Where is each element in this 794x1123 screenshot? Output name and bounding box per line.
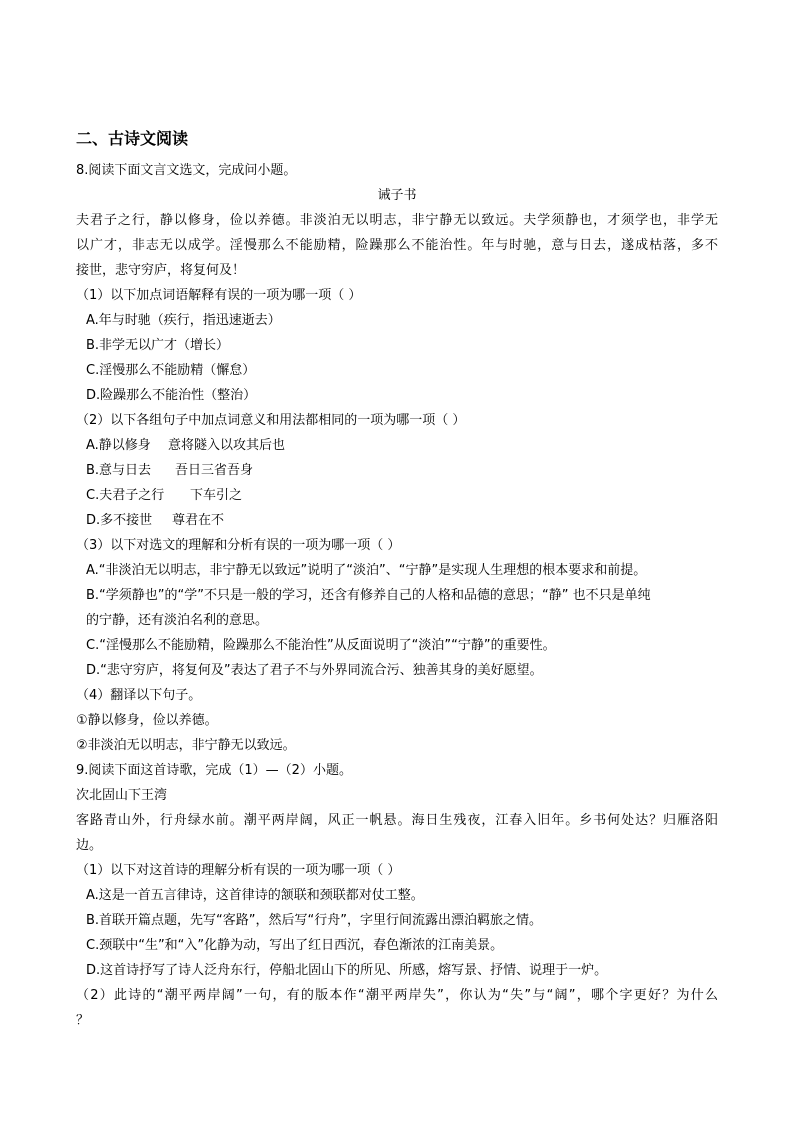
q9-poem-line-2: 边。 <box>76 838 103 853</box>
q8-sub2-option-c-left: C.夫君子之行 <box>86 488 165 503</box>
q9-sub2-stem-line-1: （2）此诗的“潮平两岸阔”一句，有的版本作“潮平两岸失”，你认为“失”与“阔”，哪个字更好？为什么 <box>76 988 718 1003</box>
q9-sub1-option-b: B.首联开篇点题，先写“客路”，然后写“行舟”，字里行间流露出漂泊羁旅之情。 <box>86 913 542 928</box>
q8-sub2-option-a-left: A.静以修身 <box>86 438 151 453</box>
q8-sub2-stem: （2）以下各组句子中加点词意义和用法都相同的一项为哪一项（ ） <box>76 413 466 428</box>
q8-sub2-option-b-right: 吾日三省吾身 <box>175 463 254 478</box>
q8-sub3-option-a: A.“非淡泊无以明志，非宁静无以致远”说明了“淡泊”、“宁静”是实现人生理想的根本要求和前提。 <box>86 563 647 578</box>
q8-sub3-stem: （3）以下对选文的理解和分析有误的一项为哪一项（ ） <box>76 538 401 553</box>
q8-sub3-option-c: C.“淫慢那么不能励精，险躁那么不能治性”从反面说明了“淡泊”“宁静”的重要性。 <box>86 638 556 653</box>
q8-passage-line-3: 接世，悲守穷庐，将复何及！ <box>76 263 246 278</box>
q9-poem-line-1: 客路青山外，行舟绿水前。潮平两岸阔，风正一帆悬。海日生残夜，江春入旧年。乡书何处达？归雁洛阳 <box>76 813 718 828</box>
q8-sub4-stem: （4）翻译以下句子。 <box>76 688 202 703</box>
q8-sub2-option-b-left: B.意与日去 <box>86 463 152 478</box>
q9-sub2-stem-line-2: ？ <box>76 1013 90 1028</box>
q9-sub1-stem: （1）以下对这首诗的理解分析有误的一项为哪一项（ ） <box>76 863 401 878</box>
q8-sub1-option-d: D.险躁那么不能治性（整治） <box>86 388 257 403</box>
q8-sub1-stem: （1）以下加点词语解释有误的一项为哪一项（ ） <box>76 288 362 303</box>
q8-passage-title: 诫子书 <box>377 188 417 203</box>
q8-sub1-option-a: A.年与时驰（疾行，指迅速逝去） <box>86 313 281 328</box>
q8-passage-line-2: 以广才，非志无以成学。淫慢那么不能励精，险躁那么不能治性。年与时驰，意与日去，遂成枯落，多不 <box>76 238 718 253</box>
section-heading: 二、古诗文阅读 <box>76 129 189 148</box>
q8-sub4-item-2: ②非淡泊无以明志，非宁静无以致远。 <box>76 738 296 753</box>
q8-sub1-option-b: B.非学无以广才（增长） <box>86 338 230 353</box>
q8-passage-line-1: 夫君子之行，静以修身，俭以养德。非淡泊无以明志，非宁静无以致远。夫学须静也，才须学也，非学无 <box>76 213 718 228</box>
q8-intro: 8.阅读下面文言文选文，完成问小题。 <box>76 163 297 178</box>
q8-sub3-option-b: B.“学须静也”的“学”不只是一般的学习，还含有修养自己的人格和品德的意思；“静” 也不只是单纯 <box>86 588 651 603</box>
q8-sub2-option-d-left: D.多不接世 <box>86 513 153 528</box>
q8-sub2-option-c-right: 下车引之 <box>190 488 243 503</box>
q9-sub1-option-d: D.这首诗抒写了诗人泛舟东行，停船北固山下的所见、所感，熔写景、抒情、说理于一炉。 <box>86 963 608 978</box>
q9-poem-title: 次北固山下王湾 <box>76 788 168 803</box>
q9-sub1-option-a: A.这是一首五言律诗，这首律诗的颔联和颈联都对仗工整。 <box>86 888 424 903</box>
q8-sub2-option-d-right: 尊君在不 <box>172 513 225 528</box>
q8-sub3-option-b-cont: 的宁静，还有淡泊名利的意思。 <box>86 613 269 628</box>
q8-sub2-option-a-right: 意将隧入以攻其后也 <box>168 438 286 453</box>
q9-intro: 9.阅读下面这首诗歌，完成（1）—（2）小题。 <box>76 763 352 778</box>
q9-sub1-option-c: C.颈联中“生”和“入”化静为动，写出了红日西沉，春色渐浓的江南美景。 <box>86 938 504 953</box>
q8-sub4-item-1: ①静以修身，俭以养德。 <box>76 713 218 728</box>
q8-sub3-option-d: D.“悲守穷庐，将复何及”表达了君子不与外界同流合污、独善其身的美好愿望。 <box>86 663 543 678</box>
q8-sub1-option-c: C.淫慢那么不能励精（懈怠） <box>86 363 256 378</box>
